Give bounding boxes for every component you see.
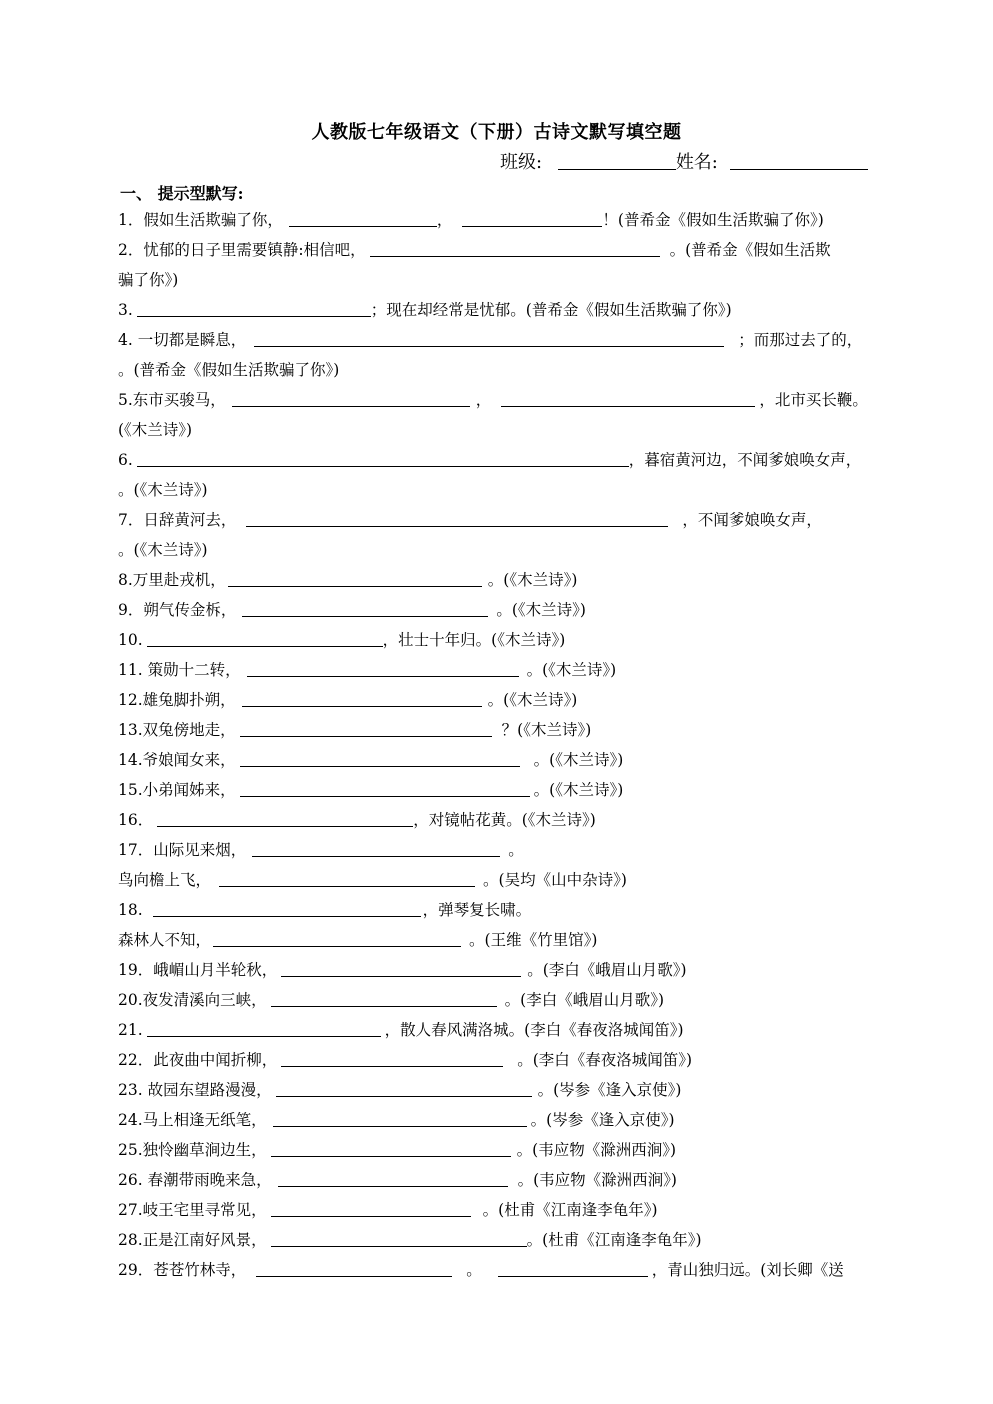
answer-blank[interactable] (137, 450, 629, 467)
name-label: 姓名: (675, 152, 718, 173)
answer-blank[interactable] (273, 1110, 527, 1127)
answer-blank[interactable] (147, 630, 383, 647)
list-item: 15.小弟闻姊来， 。(《木兰诗》) (118, 781, 624, 799)
answer-blank[interactable] (278, 1170, 508, 1187)
list-item: 17．山际见来烟， 。 (118, 841, 524, 859)
list-item-continued: 。(《木兰诗》) (118, 541, 208, 559)
answer-blank[interactable] (147, 1020, 381, 1037)
answer-blank[interactable] (213, 930, 461, 947)
list-item-continued: 。(普希金《假如生活欺骗了你》) (118, 361, 340, 379)
list-item: 25.独怜幽草涧边生， 。(韦应物《滁洲西涧》) (118, 1141, 677, 1159)
answer-blank[interactable] (271, 1200, 471, 1217)
answer-blank[interactable] (137, 300, 371, 317)
list-item: 12.雄兔脚扑朔， 。(《木兰诗》) (118, 691, 578, 709)
list-item-continued: 森林人不知， 。(王维《竹里馆》) (118, 931, 598, 949)
class-label: 班级: (500, 152, 543, 173)
class-name-line (500, 148, 868, 174)
list-item: 27.岐王宅里寻常见， 。(杜甫《江南逢李龟年》) (118, 1201, 658, 1219)
class-field[interactable] (558, 153, 676, 170)
list-item: 5.东市买骏马， ， ，北市买长鞭。 (118, 391, 868, 409)
answer-blank[interactable] (246, 510, 668, 527)
answer-blank[interactable] (256, 1260, 452, 1277)
list-item: 11. 策勋十二转， 。(《木兰诗》) (118, 661, 617, 679)
list-item: 23. 故园东望路漫漫， 。(岑参《逢入京使》) (118, 1081, 682, 1099)
list-item: 28.正是江南好风景， 。(杜甫《江南逢李龟年》) (118, 1231, 702, 1249)
answer-blank[interactable] (271, 1230, 527, 1247)
answer-blank[interactable] (276, 1080, 532, 1097)
answer-blank[interactable] (252, 840, 500, 857)
list-item-continued: 鸟向檐上飞， 。(吴均《山中杂诗》) (118, 871, 627, 889)
answer-blank[interactable] (242, 600, 488, 617)
list-item: 19．峨嵋山月半轮秋， 。(李白《峨眉山月歌》) (118, 961, 687, 979)
list-item-continued: (《木兰诗》) (118, 421, 193, 439)
answer-blank[interactable] (157, 810, 413, 827)
answer-blank[interactable] (281, 960, 521, 977)
list-item: 8.万里赴戎机， 。(《木兰诗》) (118, 571, 578, 589)
list-item: 10. ，壮士十年归。(《木兰诗》) (118, 631, 566, 649)
answer-blank[interactable] (281, 1050, 503, 1067)
answer-blank[interactable] (228, 570, 482, 587)
answer-blank[interactable] (498, 1260, 648, 1277)
answer-blank[interactable] (370, 240, 660, 257)
list-item: 3. ；现在却经常是忧郁。(普希金《假如生活欺骗了你》) (118, 301, 732, 319)
answer-blank[interactable] (247, 660, 519, 677)
answer-blank[interactable] (219, 870, 475, 887)
list-item: 29．苍苍竹林寺， 。 ，青山独归远。(刘长卿《送 (118, 1261, 844, 1279)
list-item: 24.马上相逢无纸笔， 。(岑参《逢入京使》) (118, 1111, 675, 1129)
answer-blank[interactable] (271, 1140, 511, 1157)
list-item: 13.双兔傍地走， ？(《木兰诗》) (118, 721, 592, 739)
list-item: 20.夜发清溪向三峡， 。(李白《峨眉山月歌》) (118, 991, 665, 1009)
answer-blank[interactable] (242, 690, 482, 707)
answer-blank[interactable] (289, 210, 437, 227)
answer-blank[interactable] (271, 990, 497, 1007)
list-item: 6. ，暮宿黄河边，不闻爹娘唤女声， (118, 451, 862, 469)
answer-blank[interactable] (501, 390, 755, 407)
answer-blank[interactable] (153, 900, 421, 917)
answer-blank[interactable] (240, 750, 520, 767)
section-heading: 一、 提示型默写: (120, 184, 244, 203)
list-item: 2．忧郁的日子里需要镇静:相信吧， 。(普希金《假如生活欺 (118, 241, 831, 259)
list-item-continued: 。(《木兰诗》) (118, 481, 208, 499)
list-item: 7．日辞黄河去， ，不闻爹娘唤女声， (118, 511, 822, 529)
list-item: 9．朔气传金柝， 。(《木兰诗》) (118, 601, 586, 619)
list-item: 21. ，散人春风满洛城。(李白《春夜洛城闻笛》) (118, 1021, 684, 1039)
answer-blank[interactable] (254, 330, 724, 347)
list-item: 1．假如生活欺骗了你， ， ！(普希金《假如生活欺骗了你》) (118, 211, 824, 229)
answer-blank[interactable] (462, 210, 602, 227)
page-title: 人教版七年级语文（下册）古诗文默写填空题 (311, 122, 682, 143)
answer-blank[interactable] (240, 780, 530, 797)
answer-blank[interactable] (232, 390, 470, 407)
list-item: 26. 春潮带雨晚来急， 。(韦应物《滁洲西涧》) (118, 1171, 677, 1189)
list-item: 16． ，对镜帖花黄。(《木兰诗》) (118, 811, 596, 829)
name-field[interactable] (730, 153, 868, 170)
list-item: 18. ，弹琴复长啸。 (118, 901, 532, 919)
list-item-continued: 骗了你》) (118, 271, 179, 289)
list-item: 22．此夜曲中闻折柳， 。(李白《春夜洛城闻笛》) (118, 1051, 693, 1069)
list-item: 4. 一切都是瞬息， ；而那过去了的， (118, 331, 863, 349)
answer-blank[interactable] (240, 720, 492, 737)
list-item: 14.爷娘闻女来， 。(《木兰诗》) (118, 751, 624, 769)
